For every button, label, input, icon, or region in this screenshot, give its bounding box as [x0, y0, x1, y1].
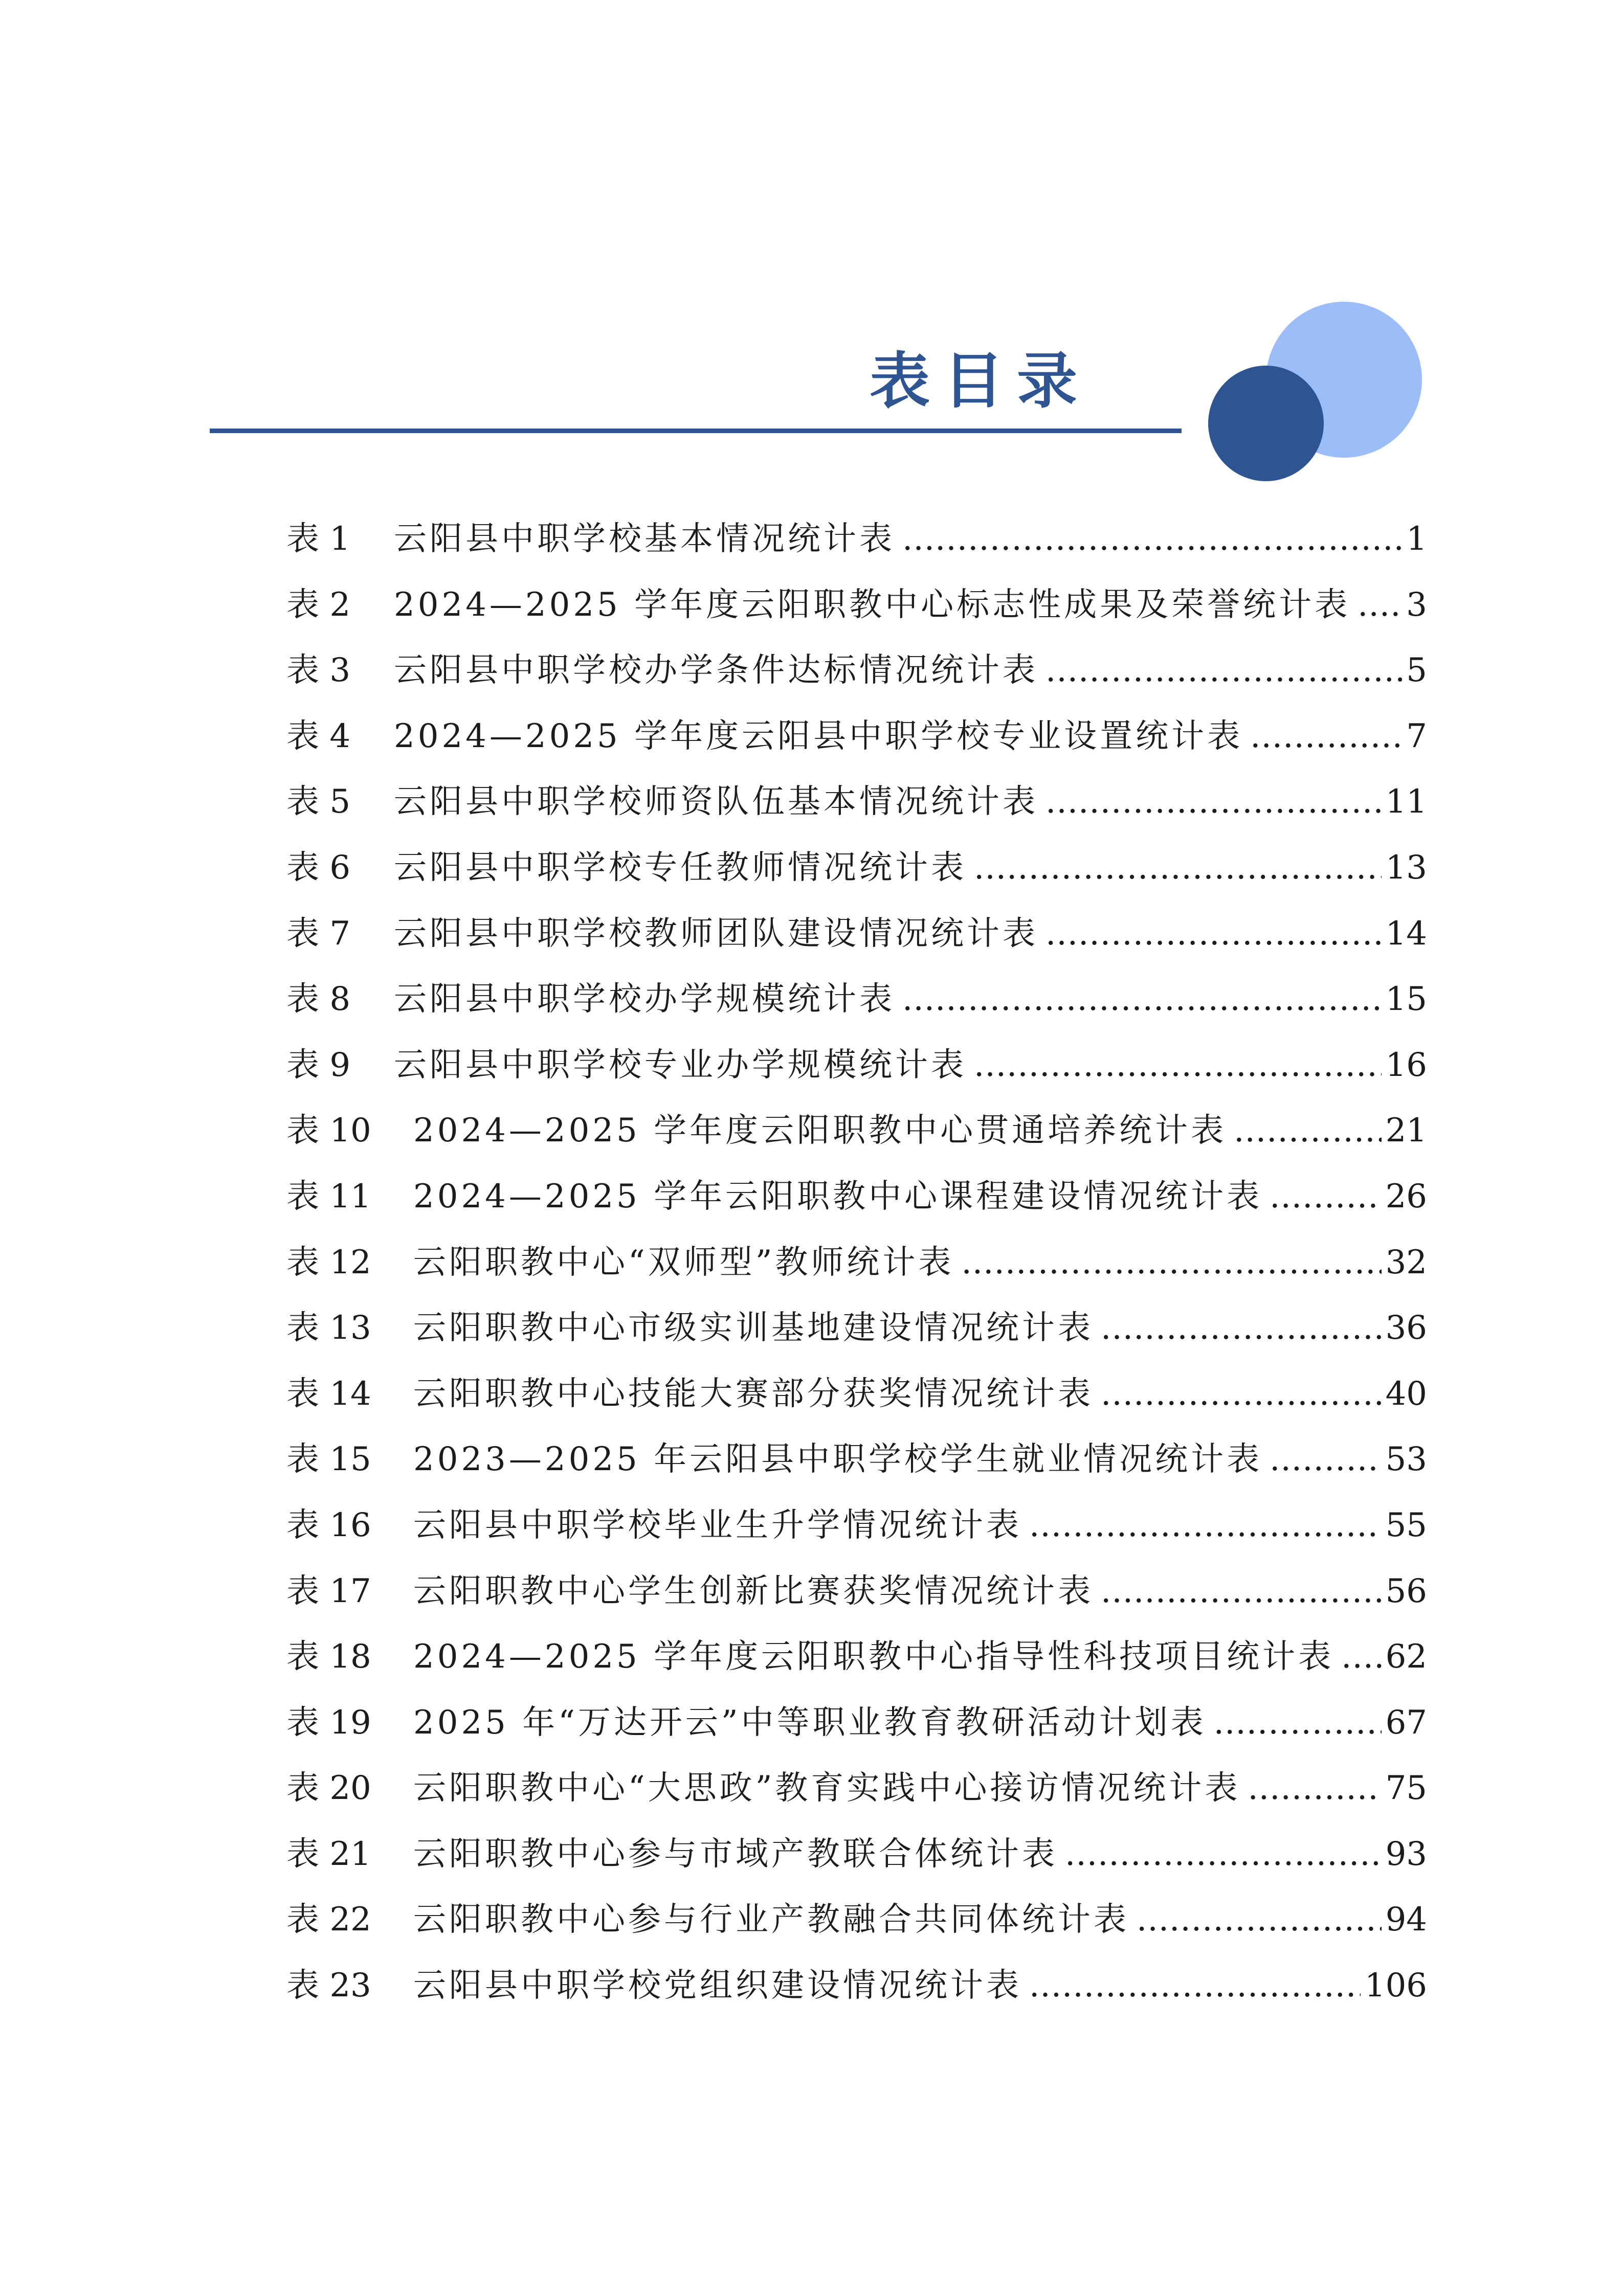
- toc-entry-page: 21: [1385, 1112, 1427, 1150]
- toc-entry-page: 56: [1385, 1572, 1427, 1610]
- toc-entry[interactable]: [286, 1755, 1427, 1821]
- toc-entry-title: 云阳职教中心“大思政”教育实践中心接访情况统计表: [413, 1769, 1241, 1808]
- toc-entry-title: 云阳职教中心技能大赛部分获奖情况统计表: [413, 1375, 1094, 1413]
- toc-dot-leader: [1101, 1361, 1382, 1427]
- toc-dot-leader: [974, 1032, 1382, 1098]
- toc-entry-title: 云阳县中职学校专业办学规模统计表: [394, 1046, 967, 1084]
- toc-dot-leader: [974, 835, 1382, 901]
- toc-dot-leader: [1045, 638, 1402, 704]
- toc-entry[interactable]: [286, 1098, 1427, 1164]
- toc-entry[interactable]: [286, 1953, 1427, 2019]
- toc-entry[interactable]: [286, 901, 1427, 967]
- toc-entry-page: 5: [1406, 651, 1427, 690]
- title-divider: [210, 429, 1182, 433]
- toc-entry[interactable]: [286, 572, 1427, 638]
- toc-entry[interactable]: [286, 1887, 1427, 1953]
- toc-entry-page: 75: [1385, 1769, 1427, 1808]
- toc-entry-label: 表 15: [286, 1440, 371, 1479]
- toc-dot-leader: [1214, 1690, 1382, 1756]
- toc-entry-title: 2024—2025 学年度云阳职教中心标志性成果及荣誉统计表: [394, 586, 1351, 624]
- toc-entry[interactable]: [286, 638, 1427, 704]
- toc-entry-title: 云阳职教中心学生创新比赛获奖情况统计表: [413, 1572, 1094, 1610]
- toc-entry-page: 55: [1385, 1506, 1427, 1544]
- toc-entry-title: 云阳县中职学校教师团队建设情况统计表: [394, 914, 1038, 953]
- decorative-circle-dark: [1208, 366, 1324, 481]
- toc-entry-label: 表 22: [286, 1901, 371, 1939]
- toc-entry[interactable]: [286, 1690, 1427, 1756]
- toc-entry-page: 40: [1385, 1375, 1427, 1413]
- toc-entry-page: 26: [1385, 1177, 1427, 1215]
- toc-entry-page: 32: [1385, 1243, 1427, 1281]
- toc-dot-leader: [1065, 1821, 1382, 1887]
- toc-entry[interactable]: [286, 506, 1427, 572]
- toc-dot-leader: [1341, 1624, 1381, 1690]
- toc-entry-page: 93: [1385, 1835, 1427, 1873]
- toc-entry-title: 云阳职教中心参与市域产教联合体统计表: [413, 1835, 1058, 1873]
- toc-dot-leader: [902, 966, 1382, 1032]
- toc-entry-label: 表 18: [286, 1638, 371, 1676]
- toc-entry-title: 2024—2025 学年度云阳职教中心贯通培养统计表: [413, 1112, 1227, 1150]
- toc-entry-page: 67: [1385, 1703, 1427, 1742]
- toc-entry-label: 表 7: [286, 914, 351, 953]
- toc-entry-label: 表 6: [286, 848, 351, 887]
- toc-entry-label: 表 16: [286, 1506, 371, 1544]
- toc-entry[interactable]: [286, 1559, 1427, 1625]
- toc-dot-leader: [1029, 1953, 1361, 2019]
- toc-entry-label: 表 5: [286, 783, 351, 821]
- toc-entry[interactable]: [286, 966, 1427, 1032]
- toc-entry-page: 13: [1385, 848, 1427, 887]
- toc-dot-leader: [1029, 1493, 1382, 1559]
- toc-entry-title: 云阳职教中心市级实训基地建设情况统计表: [413, 1309, 1094, 1347]
- toc-entry-title: 云阳职教中心“双师型”教师统计表: [413, 1243, 954, 1281]
- toc-entry[interactable]: [286, 1164, 1427, 1230]
- toc-entry-page: 62: [1385, 1638, 1427, 1676]
- toc-entry-page: 11: [1385, 783, 1427, 821]
- toc-entry-label: 表 11: [286, 1177, 371, 1215]
- toc-entry-page: 106: [1364, 1967, 1427, 2005]
- toc-entry-label: 表 10: [286, 1112, 371, 1150]
- toc-dot-leader: [1248, 1755, 1381, 1821]
- toc-entry-page: 7: [1406, 717, 1427, 755]
- toc-entry-label: 表 4: [286, 717, 351, 755]
- toc-entry-title: 2024—2025 学年度云阳职教中心指导性科技项目统计表: [413, 1638, 1334, 1676]
- toc-entry-label: 表 2: [286, 586, 351, 624]
- toc-entry-page: 16: [1385, 1046, 1427, 1084]
- toc-entry-title: 2025 年“万达开云”中等职业教育教研活动计划表: [413, 1703, 1207, 1742]
- toc-dot-leader: [1101, 1559, 1382, 1625]
- toc-dot-leader: [1101, 1295, 1382, 1361]
- toc-entry-page: 53: [1385, 1440, 1427, 1479]
- toc-entry-title: 云阳县中职学校基本情况统计表: [394, 520, 895, 558]
- toc-entry-title: 云阳县中职学校师资队伍基本情况统计表: [394, 783, 1038, 821]
- toc-dot-leader: [1250, 704, 1402, 770]
- toc-entry-title: 云阳县中职学校毕业生升学情况统计表: [413, 1506, 1022, 1544]
- toc-entry-label: 表 20: [286, 1769, 371, 1808]
- toc-dot-leader: [1045, 769, 1382, 835]
- toc-entry-title: 云阳县中职学校办学条件达标情况统计表: [394, 651, 1038, 690]
- toc-entry-label: 表 17: [286, 1572, 371, 1610]
- toc-entry[interactable]: [286, 1493, 1427, 1559]
- toc-dot-leader: [1045, 901, 1382, 967]
- toc-dot-leader: [1234, 1098, 1381, 1164]
- toc-entry-page: 3: [1406, 586, 1427, 624]
- toc-entry-page: 36: [1385, 1309, 1427, 1347]
- toc-entry-title: 云阳县中职学校党组织建设情况统计表: [413, 1967, 1022, 2005]
- toc-entry-title: 2023—2025 年云阳县中职学校学生就业情况统计表: [413, 1440, 1263, 1479]
- toc-dot-leader: [1358, 572, 1402, 638]
- toc-entry-page: 1: [1406, 520, 1427, 558]
- toc-dot-leader: [1137, 1887, 1382, 1953]
- toc-entry-label: 表 9: [286, 1046, 351, 1084]
- toc-dot-leader: [1270, 1164, 1381, 1230]
- toc-entry-title: 云阳县中职学校专任教师情况统计表: [394, 848, 967, 887]
- toc-entry[interactable]: [286, 1427, 1427, 1493]
- toc-entry-label: 表 19: [286, 1703, 371, 1742]
- toc-entry-label: 表 12: [286, 1243, 371, 1281]
- toc-dot-leader: [961, 1230, 1381, 1296]
- toc-entry[interactable]: [286, 1361, 1427, 1427]
- toc-entry-label: 表 8: [286, 980, 351, 1019]
- toc-entry[interactable]: [286, 704, 1427, 770]
- toc-entry[interactable]: [286, 1230, 1427, 1296]
- toc-entry-title: 2024—2025 学年度云阳县中职学校专业设置统计表: [394, 717, 1243, 755]
- toc-entry-label: 表 14: [286, 1375, 371, 1413]
- table-of-contents: [286, 506, 1427, 2019]
- toc-entry[interactable]: [286, 769, 1427, 835]
- page-title: 表目录: [870, 346, 1091, 416]
- toc-entry[interactable]: [286, 1032, 1427, 1098]
- toc-dot-leader: [1270, 1427, 1381, 1493]
- toc-entry[interactable]: [286, 1295, 1427, 1361]
- toc-entry-title: 云阳县中职学校办学规模统计表: [394, 980, 895, 1019]
- toc-entry[interactable]: [286, 1821, 1427, 1887]
- toc-entry-label: 表 23: [286, 1967, 371, 2005]
- toc-entry-title: 2024—2025 学年云阳职教中心课程建设情况统计表: [413, 1177, 1263, 1215]
- toc-entry-page: 94: [1385, 1901, 1427, 1939]
- toc-entry[interactable]: [286, 835, 1427, 901]
- toc-entry-label: 表 21: [286, 1835, 371, 1873]
- toc-entry-title: 云阳职教中心参与行业产教融合共同体统计表: [413, 1901, 1129, 1939]
- toc-entry-label: 表 3: [286, 651, 351, 690]
- toc-entry-label: 表 13: [286, 1309, 371, 1347]
- toc-entry-page: 14: [1385, 914, 1427, 953]
- toc-dot-leader: [902, 506, 1402, 572]
- toc-entry-page: 15: [1385, 980, 1427, 1019]
- toc-entry-label: 表 1: [286, 520, 351, 558]
- toc-entry[interactable]: [286, 1624, 1427, 1690]
